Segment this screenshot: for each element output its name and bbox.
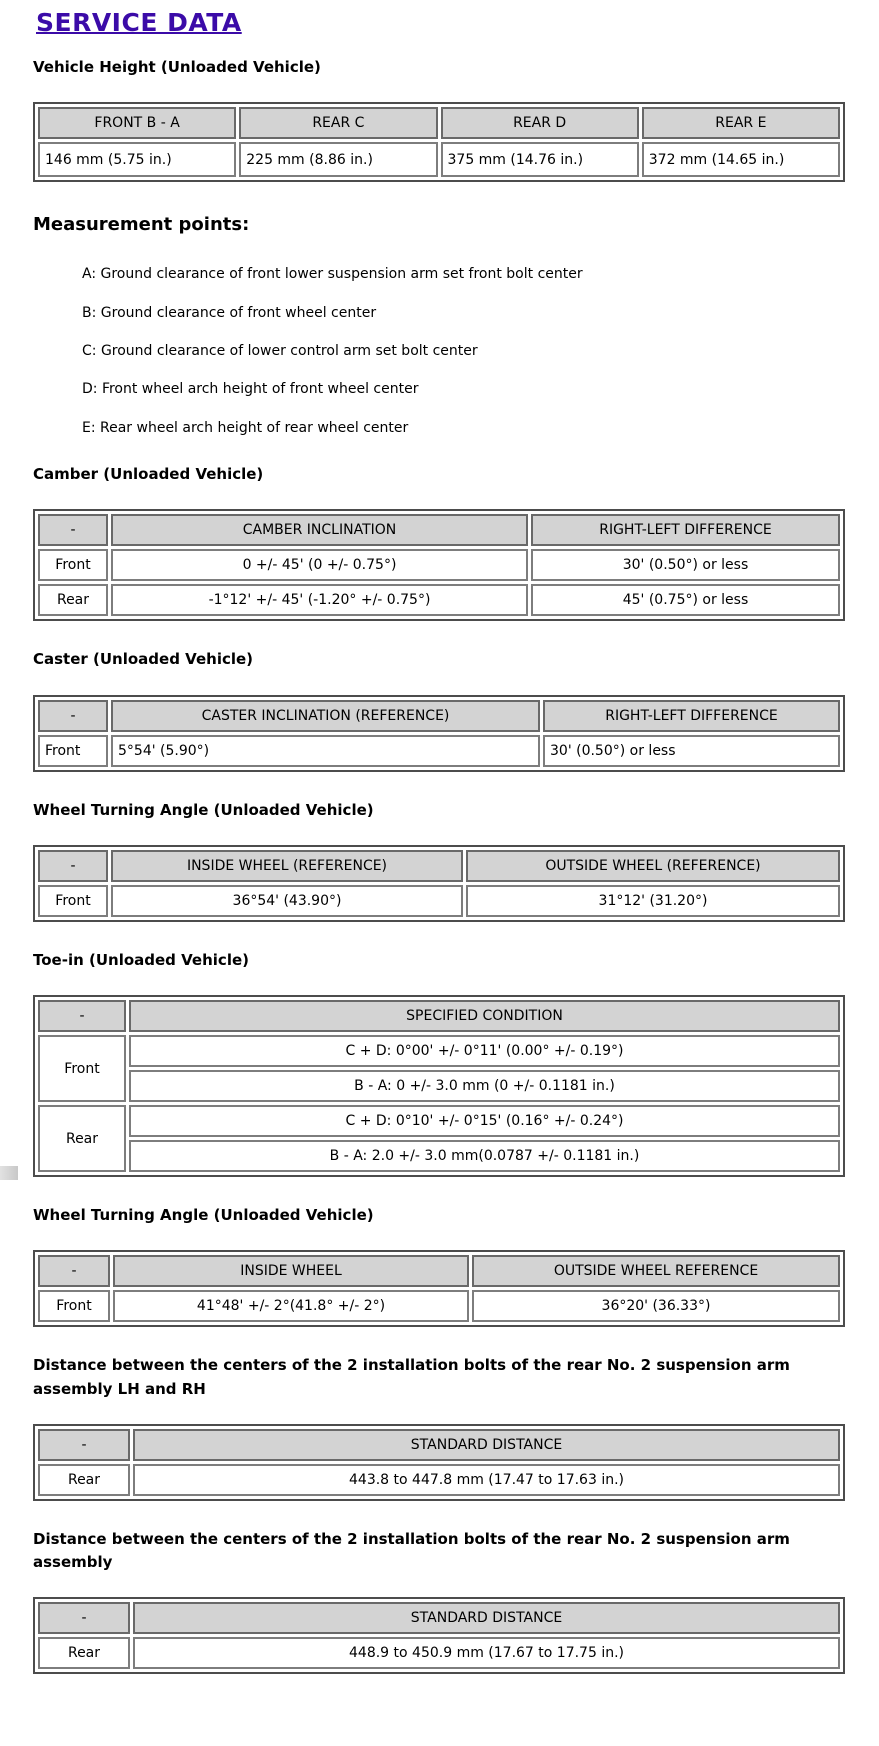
wta2-front-inside: 41°48' +/- 2°(41.8° +/- 2°) bbox=[113, 1290, 469, 1322]
table-row bbox=[38, 1140, 840, 1172]
camber-header-inclination: CAMBER INCLINATION bbox=[111, 514, 528, 546]
vehicle-height-value-rear-d: 375 mm (14.76 in.) bbox=[441, 142, 639, 177]
distance-assembly-table bbox=[33, 1597, 845, 1674]
wta2-header-outside: OUTSIDE WHEEL REFERENCE bbox=[472, 1255, 840, 1287]
table-row bbox=[38, 1105, 840, 1137]
table-header-row bbox=[38, 850, 840, 882]
distance-assembly-rear-value: 448.9 to 450.9 mm (17.67 to 17.75 in.) bbox=[133, 1637, 840, 1669]
table-row bbox=[38, 1070, 840, 1102]
table-row bbox=[38, 1637, 840, 1669]
list-item-b: B: Ground clearance of front wheel center bbox=[82, 304, 377, 321]
toe-in-rear-label: Rear bbox=[38, 1105, 126, 1172]
distance-lh-rh-header-dash: - bbox=[38, 1429, 130, 1461]
distance-assembly-heading: Distance between the centers of the 2 installation bolts of the rear No. 2 suspension arm assembly bbox=[33, 1529, 790, 1572]
camber-header-difference: RIGHT-LEFT DIFFERENCE bbox=[531, 514, 840, 546]
wta2-front-outside: 36°20' (36.33°) bbox=[472, 1290, 840, 1322]
wta-header-dash: - bbox=[38, 850, 108, 882]
left-edge-scroll-artifact bbox=[0, 1166, 18, 1180]
distance-assembly-rear-label: Rear bbox=[38, 1637, 130, 1669]
camber-rear-difference: 45' (0.75°) or less bbox=[531, 584, 840, 616]
caster-table bbox=[33, 695, 845, 772]
list-item-a: A: Ground clearance of front lower suspension arm set front bolt center bbox=[82, 266, 583, 283]
toe-in-front-condition-ba: B - A: 0 +/- 3.0 mm (0 +/- 0.1181 in.) bbox=[129, 1070, 840, 1102]
wheel-turning-angle-heading: Wheel Turning Angle (Unloaded Vehicle) bbox=[33, 800, 374, 819]
table-row bbox=[38, 1464, 840, 1496]
table-row bbox=[38, 142, 840, 177]
vehicle-height-heading: Vehicle Height (Unloaded Vehicle) bbox=[33, 58, 321, 76]
vehicle-height-table bbox=[33, 102, 845, 182]
toe-in-header-condition: SPECIFIED CONDITION bbox=[129, 1000, 840, 1032]
vehicle-height-header-front-b-a: FRONT B - A bbox=[38, 107, 236, 139]
list-item-c: C: Ground clearance of lower control arm set bolt center bbox=[82, 342, 478, 359]
table-header-row bbox=[38, 1000, 840, 1032]
wta2-header-dash: - bbox=[38, 1255, 110, 1287]
table-header-row bbox=[38, 1429, 840, 1461]
wheel-turning-angle-table bbox=[33, 845, 845, 922]
page-title-link[interactable]: SERVICE DATA bbox=[36, 8, 242, 37]
table-row bbox=[38, 1035, 840, 1067]
table-header-row bbox=[38, 514, 840, 546]
toe-in-front-condition-cd: C + D: 0°00' +/- 0°11' (0.00° +/- 0.19°) bbox=[129, 1035, 840, 1067]
table-row bbox=[38, 1290, 840, 1322]
vehicle-height-value-front-b-a: 146 mm (5.75 in.) bbox=[38, 142, 236, 177]
toe-in-heading: Toe-in (Unloaded Vehicle) bbox=[33, 950, 249, 969]
table-header-row bbox=[38, 1602, 840, 1634]
vehicle-height-value-rear-c: 225 mm (8.86 in.) bbox=[239, 142, 437, 177]
distance-assembly-header-dash: - bbox=[38, 1602, 130, 1634]
table-row bbox=[38, 584, 840, 616]
wta-front-outside: 31°12' (31.20°) bbox=[466, 885, 840, 917]
table-row bbox=[38, 885, 840, 917]
vehicle-height-header-rear-c: REAR C bbox=[239, 107, 437, 139]
toe-in-header-dash: - bbox=[38, 1000, 126, 1032]
wta2-front-label: Front bbox=[38, 1290, 110, 1322]
table-header-row bbox=[38, 1255, 840, 1287]
vehicle-height-value-rear-e: 372 mm (14.65 in.) bbox=[642, 142, 840, 177]
wta2-header-inside: INSIDE WHEEL bbox=[113, 1255, 469, 1287]
caster-header-difference: RIGHT-LEFT DIFFERENCE bbox=[543, 700, 840, 732]
wta-front-label: Front bbox=[38, 885, 108, 917]
camber-rear-inclination: -1°12' +/- 45' (-1.20° +/- 0.75°) bbox=[111, 584, 528, 616]
distance-lh-rh-rear-label: Rear bbox=[38, 1464, 130, 1496]
toe-in-front-label: Front bbox=[38, 1035, 126, 1102]
caster-heading: Caster (Unloaded Vehicle) bbox=[33, 650, 254, 669]
camber-front-label: Front bbox=[38, 549, 108, 581]
wta-front-inside: 36°54' (43.90°) bbox=[111, 885, 463, 917]
wheel-turning-angle-2-table bbox=[33, 1250, 845, 1327]
caster-header-inclination: CASTER INCLINATION (REFERENCE) bbox=[111, 700, 540, 732]
table-header-row bbox=[38, 107, 840, 139]
camber-heading: Camber (Unloaded Vehicle) bbox=[33, 465, 264, 484]
vehicle-height-header-rear-e: REAR E bbox=[642, 107, 840, 139]
table-row bbox=[38, 735, 840, 767]
camber-rear-label: Rear bbox=[38, 584, 108, 616]
table-header-row bbox=[38, 700, 840, 732]
table-row bbox=[38, 549, 840, 581]
toe-in-table bbox=[33, 995, 845, 1177]
wta-header-outside: OUTSIDE WHEEL (REFERENCE) bbox=[466, 850, 840, 882]
measurement-points-heading: Measurement points: bbox=[33, 214, 250, 236]
toe-in-rear-condition-ba: B - A: 2.0 +/- 3.0 mm(0.0787 +/- 0.1181 in.) bbox=[129, 1140, 840, 1172]
list-item-e: E: Rear wheel arch height of rear wheel center bbox=[82, 419, 409, 436]
wheel-turning-angle-2-heading: Wheel Turning Angle (Unloaded Vehicle) bbox=[33, 1206, 374, 1225]
caster-front-difference: 30' (0.50°) or less bbox=[543, 735, 840, 767]
camber-table bbox=[33, 509, 845, 621]
vehicle-height-header-rear-d: REAR D bbox=[441, 107, 639, 139]
distance-lh-rh-header-standard: STANDARD DISTANCE bbox=[133, 1429, 840, 1461]
caster-front-inclination: 5°54' (5.90°) bbox=[111, 735, 540, 767]
caster-header-dash: - bbox=[38, 700, 108, 732]
distance-assembly-header-standard: STANDARD DISTANCE bbox=[133, 1602, 840, 1634]
wta-header-inside: INSIDE WHEEL (REFERENCE) bbox=[111, 850, 463, 882]
distance-lh-rh-heading: Distance between the centers of the 2 installation bolts of the rear No. 2 suspension arm assembly LH and RH bbox=[33, 1356, 790, 1398]
camber-front-difference: 30' (0.50°) or less bbox=[531, 549, 840, 581]
camber-header-dash: - bbox=[38, 514, 108, 546]
caster-front-label: Front bbox=[38, 735, 108, 767]
measurement-points-list bbox=[33, 267, 845, 436]
toe-in-rear-condition-cd: C + D: 0°10' +/- 0°15' (0.16° +/- 0.24°) bbox=[129, 1105, 840, 1137]
list-item-d: D: Front wheel arch height of front wheel center bbox=[82, 381, 419, 398]
distance-lh-rh-table bbox=[33, 1424, 845, 1501]
distance-lh-rh-rear-value: 443.8 to 447.8 mm (17.47 to 17.63 in.) bbox=[133, 1464, 840, 1496]
camber-front-inclination: 0 +/- 45' (0 +/- 0.75°) bbox=[111, 549, 528, 581]
